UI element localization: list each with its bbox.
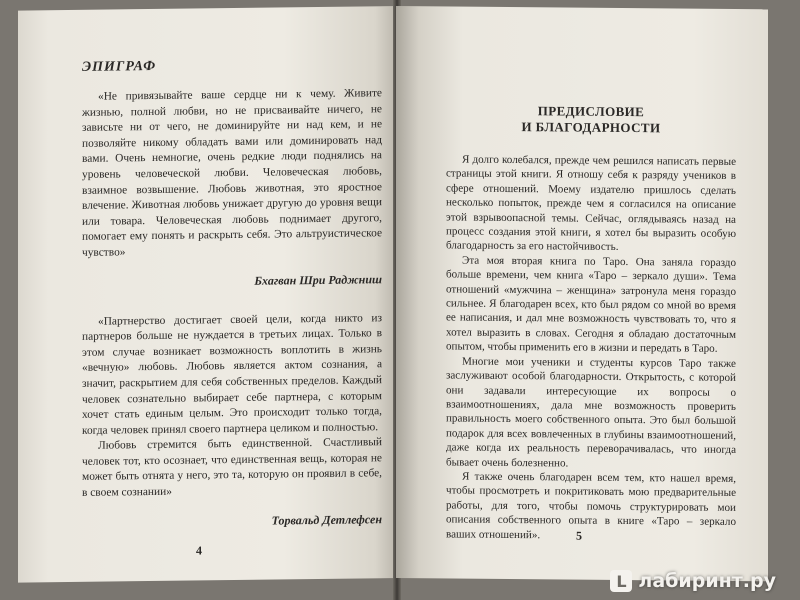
labirint-watermark: [610, 570, 776, 592]
preface-title-line-1: ПРЕДИСЛОВИЕ: [537, 103, 645, 120]
preface-paragraph-3: Многие мои ученики и студенты курсов Таро также заслуживают особой благодарности. Открытость, с которой они задавали интересующие их вопросы о взаимоотношениях, дала мне возможность проверить правильность моего собственного опыта. Это был большой подарок для всех вовлеченных в глубины взаимоотношений, даже когда их реальность переворачивалась, что иногда бывает очень болезненно.: [446, 355, 736, 470]
right-page-content: [446, 102, 736, 543]
preface-title: [446, 102, 736, 137]
labirint-logo-icon: L: [610, 570, 632, 592]
epigraph-quote-2-part-2: Любовь стремится быть единственной. Счастливый человек тот, кто осознает, что единственная вещь, которая не может быть отнята у него, это та, которую он проявил в себе, в своем сознании»: [82, 436, 382, 499]
epigraph-quote-1: «Не привязывайте ваше сердце ни к чему. Живите жизнью, полной любви, но не присваивайте ничего, не зависьте ни от чего, не доминируйте ни над кем, и не позволяйте никому обладать вами или доминировать над вами. Очень немногие, очень редкие люди поднялись на уровень человеческой любви. Человеческая любовь, взаимное возвышение. Любовь животная, это яростное влечение. Животная любовь унижает другую до уровня вещи или товара. Человеческая любовь поднимает другого, помогает ему понять и раскрыть себя. Это альтруистическое чувство»: [82, 87, 382, 259]
epigraph-heading: ЭПИГРАФ: [82, 58, 157, 75]
epigraph-author-1: Бхагван Шри Раджниш: [254, 271, 382, 288]
page-number-right: 5: [576, 528, 582, 543]
epigraph-quote-2-part-1: «Партнерство достигает своей цели, когда никто из партнеров больше не нуждается в третьих лицах. Только в этом случае возникает возможность воплотить в жизнь «вечную» любовь. Любовь является актом сознания, а значит, раскрытием для себя собственных пределов. Каждый человек сознательно выбирает себе партнера, с которым хочет стать единым целым. Это происходит только тогда, когда человек принял своего партнера целиком и полностью.: [82, 311, 382, 437]
preface-title-line-2: И БЛАГОДАРНОСТИ: [521, 119, 661, 136]
preface-paragraph-1: Я долго колебался, прежде чем решился написать первые страницы этой книги. Я отношу себя к разряду учеников в сфере отношений. Моему издателю пришлось сделать несколько попыток, прежде чем я согласился на описание этой взрывоопасной темы. Сейчас, оглядываясь назад на процесс создания этой книги, я хотел бы выразить особую благодарность за его настойчивость.: [446, 153, 736, 254]
page-number-left: 4: [196, 543, 202, 558]
watermark-text: лабиринт.ру: [638, 570, 776, 592]
left-page-content: [82, 56, 382, 530]
left-page: [18, 6, 398, 583]
epigraph-author-2: Торвальд Детлефсен: [271, 511, 382, 528]
right-page: [396, 6, 768, 581]
preface-paragraph-4: Я также очень благодарен всем тем, кто нашел время, чтобы просмотреть и покритиковать мою предварительные работы, для того, чтобы помочь структурировать мои описания собственного опыта в книге «Таро – зеркало ваших отношений».: [446, 470, 736, 541]
preface-paragraph-2: Эта моя вторая книга по Таро. Она заняла гораздо больше времени, чем книга «Таро – зеркало души». Тема отношений «мужчина – женщина» затронула меня гораздо сильнее. Я благодарен всех, кто был рядом со мной во время ее написания, и дал мне возможность чувствовать то, что я хотел выразить в словах. Сегодня я обладаю достаточным опытом, чтобы применить его в жизни и передать в Таро.: [446, 254, 736, 356]
